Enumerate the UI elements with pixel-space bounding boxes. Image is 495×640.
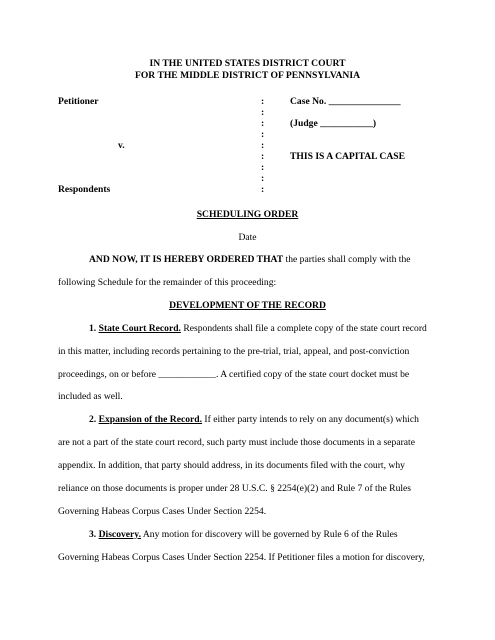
court-name-line1: IN THE UNITED STATES DISTRICT COURT [149,58,346,69]
caption-colon: : [261,107,265,118]
paragraph-2-number: 2. [89,414,97,425]
paragraph-1-heading: State Court Record. [98,323,181,334]
order-intro-bold: AND NOW, IT IS HEREBY ORDERED THAT [89,254,284,265]
paragraph-1-number: 1. [89,323,97,334]
section-heading: DEVELOPMENT OF THE RECORD [169,300,326,311]
caption-colon: : [261,96,265,107]
caption-colon: : [261,151,265,162]
caption-colon: : [261,173,265,184]
caption-colon: : [261,184,265,195]
paragraph-3-text: Any motion for discovery will be governed by Rule 6 of the Rules [140,529,398,540]
order-title: SCHEDULING ORDER [196,209,299,220]
paragraph-2-line3: appendix. In addition, that party should address, in its documents filed with the court, why [58,460,405,471]
paragraph-1-line2: in this matter, including records pertaining to the pre-trial, trial, appeal, and post-conviction [58,346,410,357]
paragraph-2-text: If either party intends to rely on any document(s) which [202,414,419,425]
petitioner-label: Petitioner [58,96,99,107]
order-intro-line1 [89,254,411,266]
capital-case-notice: THIS IS A CAPITAL CASE [290,151,405,162]
order-intro-rest: the parties shall comply with the [283,254,411,265]
paragraph-3-heading: Discovery. [98,529,141,540]
caption-colon: : [261,129,265,140]
court-name-line2: FOR THE MIDDLE DISTRICT OF PENNSYLVANIA [134,70,361,81]
paragraph-2-line2: are not a part of the state court record, such party must include those documents in a separate [58,437,415,448]
caption-colon: : [261,162,265,173]
paragraph-1-line3: proceedings, on or before ____________. A certified copy of the state court docket must be [58,369,410,380]
paragraph-1-line4: included as well. [58,391,123,402]
paragraph-2-line4: reliance on those documents is proper under 28 U.S.C. § 2254(e)(2) and Rule 7 of the Rules [58,483,412,494]
paragraph-3-line2: Governing Habeas Corpus Cases Under Section 2254. If Petitioner files a motion for discovery, [58,552,425,563]
caption-colon: : [261,118,265,129]
paragraph-1-line1 [89,323,427,335]
paragraph-2-line1 [89,414,419,426]
order-date: Date [238,232,257,243]
order-intro-line2: following Schedule for the remainder of this proceeding: [58,277,277,288]
paragraph-1-text: Respondents shall file a complete copy of the state court record [180,323,427,334]
versus-label: v. [118,140,125,151]
judge-field: (Judge ___________) [290,118,377,129]
case-number-field: Case No. _______________ [290,96,401,107]
paragraph-3-number: 3. [89,529,97,540]
caption-colon: : [261,140,265,151]
paragraph-2-heading: Expansion of the Record. [98,414,203,425]
respondents-label: Respondents [58,184,111,195]
paragraph-2-line5: Governing Habeas Corpus Cases Under Section 2254. [58,506,267,517]
paragraph-3-line1 [89,529,398,541]
